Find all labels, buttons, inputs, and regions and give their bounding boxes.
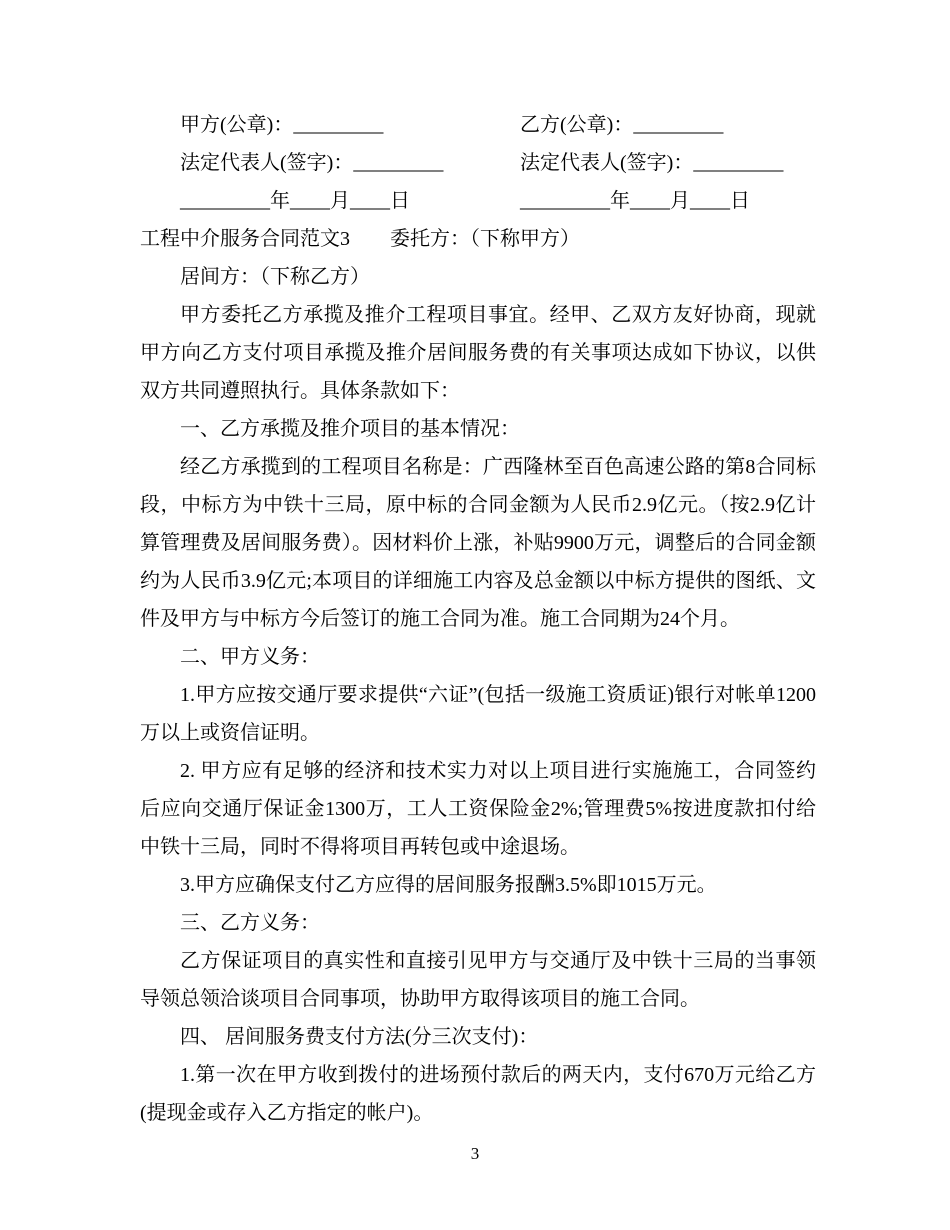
signature-row-representative [140,144,816,182]
document-title-line: 工程中介服务合同范文3 委托方：（下称甲方） [140,228,580,250]
paragraph-party-a-obligation-3: 3.甲方应确保支付乙方应得的居间服务报酬3.5%即1015万元。 [180,874,717,896]
section-heading-four: 四、 居间服务费支付方法(分三次支付)： [180,1026,539,1048]
party-b-date-line: _________年____月____日 [520,190,750,212]
section-heading-three: 三、乙方义务： [180,912,320,934]
paragraph-project-basics: 经乙方承揽到的工程项目名称是：广西隆林至百色高速公路的第8合同标段，中标方为中铁十三局，原中标的合同金额为人民币2.9亿元。（按2.9亿计算管理费及居间服务费）。因材料价上涨，补贴9900万元，调整后的合同金额约为人民币3.9亿元;本项目的详细施工内容及总金额以中标方提供的图纸、文件及甲方与中标方今后签订的施工合同为准。施工合同期为24个月。 [140,456,816,630]
party-a-representative-line: 法定代表人(签字)：_________ [180,152,444,174]
paragraph-party-a-obligation-2: 2. 甲方应有足够的经济和技术实力对以上项目进行实施施工，合同签约后应向交通厅保证金1300万，工人工资保险金2%;管理费5%按进度款扣付给中铁十三局，同时不得将项目再转包或中途退场。 [140,760,816,858]
signature-row-date [140,182,816,220]
party-a-seal-line: 甲方(公章)：_________ [180,114,384,136]
document-content [140,106,816,1132]
party-a-date-line: _________年____月____日 [180,190,410,212]
party-b-representative-line: 法定代表人(签字)：_________ [520,152,784,174]
paragraph-preamble: 甲方委托乙方承揽及推介工程项目事宜。经甲、乙双方友好协商，现就甲方向乙方支付项目承揽及推介居间服务费的有关事项达成如下协议，以供双方共同遵照执行。具体条款如下： [140,304,816,402]
paragraph-party-b-obligation: 乙方保证项目的真实性和直接引见甲方与交通厅及中铁十三局的当事领导领总领洽谈项目合同事项，协助甲方取得该项目的施工合同。 [140,950,816,1010]
section-heading-two: 二、甲方义务： [180,646,320,668]
paragraph-payment-method-1: 1.第一次在甲方收到拨付的进场预付款后的两天内，支付670万元给乙方(提现金或存入乙方指定的帐户)。 [140,1064,816,1124]
section-heading-one: 一、乙方承揽及推介项目的基本情况： [180,418,520,440]
party-b-seal-line: 乙方(公章)：_________ [520,114,724,136]
signature-row-seal [140,106,816,144]
page-number: 3 [470,1144,480,1163]
paragraph-party-a-obligation-1: 1.甲方应按交通厅要求提供“六证”(包括一级施工资质证)银行对帐单1200万以上或资信证明。 [140,684,816,744]
paragraph-intermediary-party: 居间方：（下称乙方） [180,266,370,288]
